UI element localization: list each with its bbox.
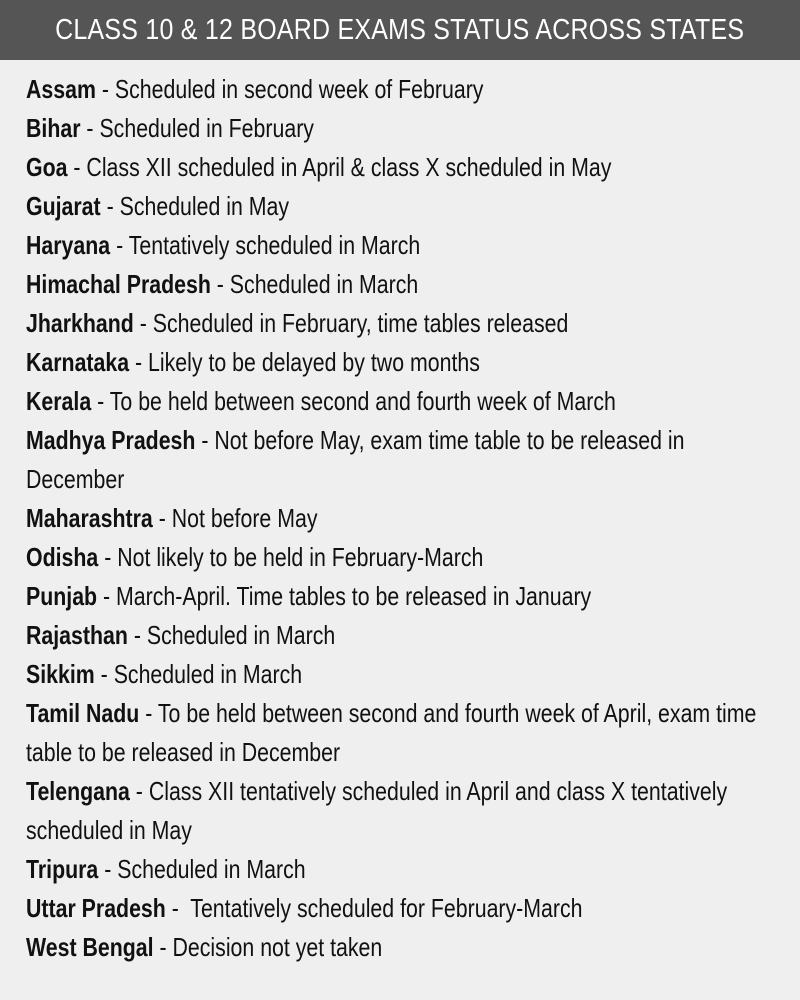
separator: - [98,854,118,884]
page-title: CLASS 10 & 12 BOARD EXAMS STATUS ACROSS STATES [55,13,745,46]
list-item [26,772,768,850]
exam-status: Tentatively scheduled in March [128,230,421,260]
list-item [26,343,768,382]
exam-status: Scheduled in March [117,854,306,884]
list-item [26,499,768,538]
exam-status: Scheduled in second week of February [114,74,484,104]
state-name: Madhya Pradesh [26,425,196,455]
list-item [26,226,768,265]
separator: - [80,113,100,143]
exam-status: Tentatively scheduled for February-March [190,893,583,923]
separator: - [97,581,117,611]
exam-status: Scheduled in February [99,113,314,143]
exam-status: To be held between second and fourth week of April, exam time table to be released in December [26,698,757,767]
separator: - [139,698,158,728]
state-name: Gujarat [26,191,101,221]
separator: - [127,620,147,650]
exam-status: Scheduled in February, time tables released [152,308,569,338]
list-item [26,148,768,187]
state-name: Uttar Pradesh [26,893,166,923]
list-item [26,265,768,304]
separator: - [95,74,115,104]
separator: - [153,932,173,962]
exam-status: Not before May [171,503,318,533]
exam-status: Likely to be delayed by two months [148,347,480,377]
state-status-list [0,60,800,967]
list-item [26,187,768,226]
exam-status: Not before May, exam time table to be released in December [26,425,685,494]
state-name: Haryana [26,230,111,260]
state-name: Kerala [26,386,92,416]
exam-status: Scheduled in May [119,191,290,221]
list-item [26,655,768,694]
state-name: Maharashtra [26,503,153,533]
state-name: Jharkhand [26,308,134,338]
state-name: Tamil Nadu [26,698,140,728]
separator: - [133,308,153,338]
header-banner [0,0,800,60]
state-name: Assam [26,74,96,104]
exam-status: Decision not yet taken [172,932,383,962]
separator: - [152,503,172,533]
exam-status: Scheduled in March [113,659,303,689]
state-name: Telengana [26,776,130,806]
separator: - [129,347,149,377]
separator: - [110,230,129,260]
list-item [26,850,768,889]
list-item [26,109,768,148]
state-name: Odisha [26,542,99,572]
state-name: Karnataka [26,347,130,377]
state-name: Sikkim [26,659,95,689]
state-name: Himachal Pradesh [26,269,211,299]
list-item [26,421,768,499]
state-name: Punjab [26,581,98,611]
separator: - [195,425,215,455]
separator: - [67,152,87,182]
separator: - [210,269,230,299]
state-name: Rajasthan [26,620,128,650]
separator: - [100,191,120,221]
exam-status: To be held between second and fourth week of March [109,386,616,416]
list-item [26,928,768,967]
list-item [26,70,768,109]
list-item [26,889,768,928]
exam-status: Scheduled in March [146,620,336,650]
list-item [26,304,768,343]
state-name: Tripura [26,854,99,884]
state-name: Bihar [26,113,81,143]
list-item [26,382,768,421]
separator: - [129,776,149,806]
exam-status: Scheduled in March [229,269,419,299]
list-item [26,577,768,616]
list-item [26,538,768,577]
exam-status: Not likely to be held in February-March [117,542,484,572]
list-item [26,616,768,655]
exam-status: Class XII scheduled in April & class X scheduled in May [86,152,612,182]
separator: - [98,542,118,572]
separator: - [94,659,114,689]
exam-status: Class XII tentatively scheduled in April and class X tentatively scheduled in May [26,776,728,845]
separator: - [91,386,110,416]
state-name: West Bengal [26,932,154,962]
list-item [26,694,768,772]
separator: - [165,893,191,923]
state-name: Goa [26,152,68,182]
exam-status: March-April. Time tables to be released in January [116,581,592,611]
